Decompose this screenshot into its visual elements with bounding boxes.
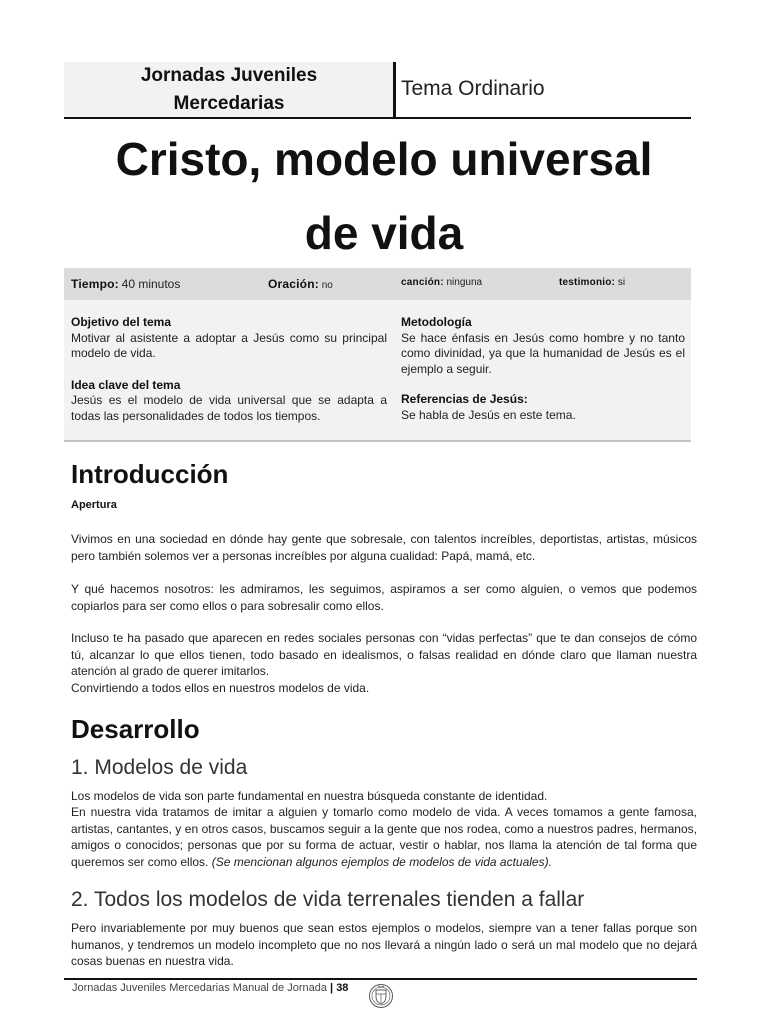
objetivo-text: Motivar al asistente a adoptar a Jesús como su principal modelo de vida. [71,330,387,360]
page-title-line1: Cristo, modelo universal [115,133,653,185]
org-name-line1: Jornadas Juveniles [140,65,318,86]
intro-paragraph-3: Incluso te ha pasado que aparecen en redes sociales personas con “vidas perfectas” que te dan consejos de cómo tú, alcanzar lo que ellos tienen, todo basado en idealismos, o falsas realidad en dónde claro que llaman nuestra atención al grado de querer imitarlos. [71,631,697,678]
mercedarian-seal-icon [368,983,394,1009]
footer-rule [64,978,697,980]
objetivo-label: Objetivo del tema [71,315,172,329]
topic-category: Tema Ordinario [401,77,545,100]
page-title [64,122,704,270]
info-testimonio [559,277,625,288]
introduccion-heading: Introducción [71,459,229,489]
section-2-paragraph-1: Pero invariablemente por muy buenos que sean estos ejemplos o modelos, siempre van a tener fallas porque son humanos, y tendremos un modelo incompleto que no nos llevará a ningún lado o será un mal modelo que no dejará cosas buenas en nuestra vida. [71,921,697,968]
info-cancion-label: canción: [401,277,444,288]
info-oracion [268,277,333,291]
info-oracion-label: Oración: [268,277,319,291]
metodologia-label: Metodología [401,315,472,329]
info-right-column [401,315,685,423]
metodologia-text: Se hace énfasis en Jesús como hombre y no tanto como divinidad, ya que la humanidad de Jesús es el ejemplo a seguir. [401,330,685,376]
org-name [64,62,394,118]
info-left-column [71,315,387,424]
info-tiempo-value: 40 minutos [121,277,181,291]
header-divider [393,62,396,118]
header-rule [64,117,691,119]
referencias-text: Se habla de Jesús en este tema. [401,407,576,422]
section-1-paragraph-2 [71,804,697,870]
info-cancion-value: ninguna [446,277,483,288]
footer [72,982,348,994]
idea-text: Jesús es el modelo de vida universal que se adapta a todas las personalidades de todos los tiempos. [71,393,387,423]
apertura-subheading: Apertura [71,499,117,511]
footer-separator: | [330,982,334,994]
idea-label: Idea clave del tema [71,377,181,392]
info-tiempo-label: Tiempo: [71,277,119,291]
intro-paragraph-4: Convirtiendo a todos ellos en nuestros modelos de vida. [71,681,370,695]
referencias-label: Referencias de Jesús: [401,392,528,406]
section-1-heading: 1. Modelos de vida [71,756,248,779]
info-testimonio-value: si [617,277,626,288]
org-name-line2: Mercedarias [173,93,285,114]
footer-text: Jornadas Juveniles Mercedarias Manual de Jornada [72,982,327,994]
info-tiempo [71,277,180,291]
section-1-paragraph-1: Los modelos de vida son parte fundamental en nuestra búsqueda constante de identidad. [71,789,548,803]
intro-paragraph-2: Y qué hacemos nosotros: les admiramos, les seguimos, aspiramos a ser como alguien, o vemos que podemos copiarlos para ser como ellos o para sobresalir como ellos. [71,582,697,613]
page-title-line2: de vida [304,207,464,259]
section-1-paragraph-2-text: En nuestra vida tratamos de imitar a alguien y tomarlo como modelo de vida. A veces tomamos a gente famosa, artistas, cantantes, y en otros casos, buscamos seguir a la gente que nos rodea, como a nuestros padres, hermanos, amigos o conocidos; personas que por su forma de actuar, vestir o hablar, nos llama la atención de tal forma que queremos ser como ellos. [71,805,697,869]
page-number: 38 [336,982,349,994]
info-testimonio-label: testimonio: [559,277,616,288]
section-2-heading: 2. Todos los modelos de vida terrenales tienden a fallar [71,888,585,911]
info-cancion [401,277,482,288]
intro-paragraph-1: Vivimos en una sociedad en dónde hay gente que sobresale, con talentos increíbles, deportistas, artistas, músicos pero también solemos ver a personas increíbles por alguna cualidad: Papá, mamá, etc. [71,532,697,563]
info-oracion-value: no [321,280,333,291]
desarrollo-heading: Desarrollo [71,714,200,744]
section-1-note: (Se mencionan algunos ejemplos de modelos de vida actuales). [211,854,552,869]
